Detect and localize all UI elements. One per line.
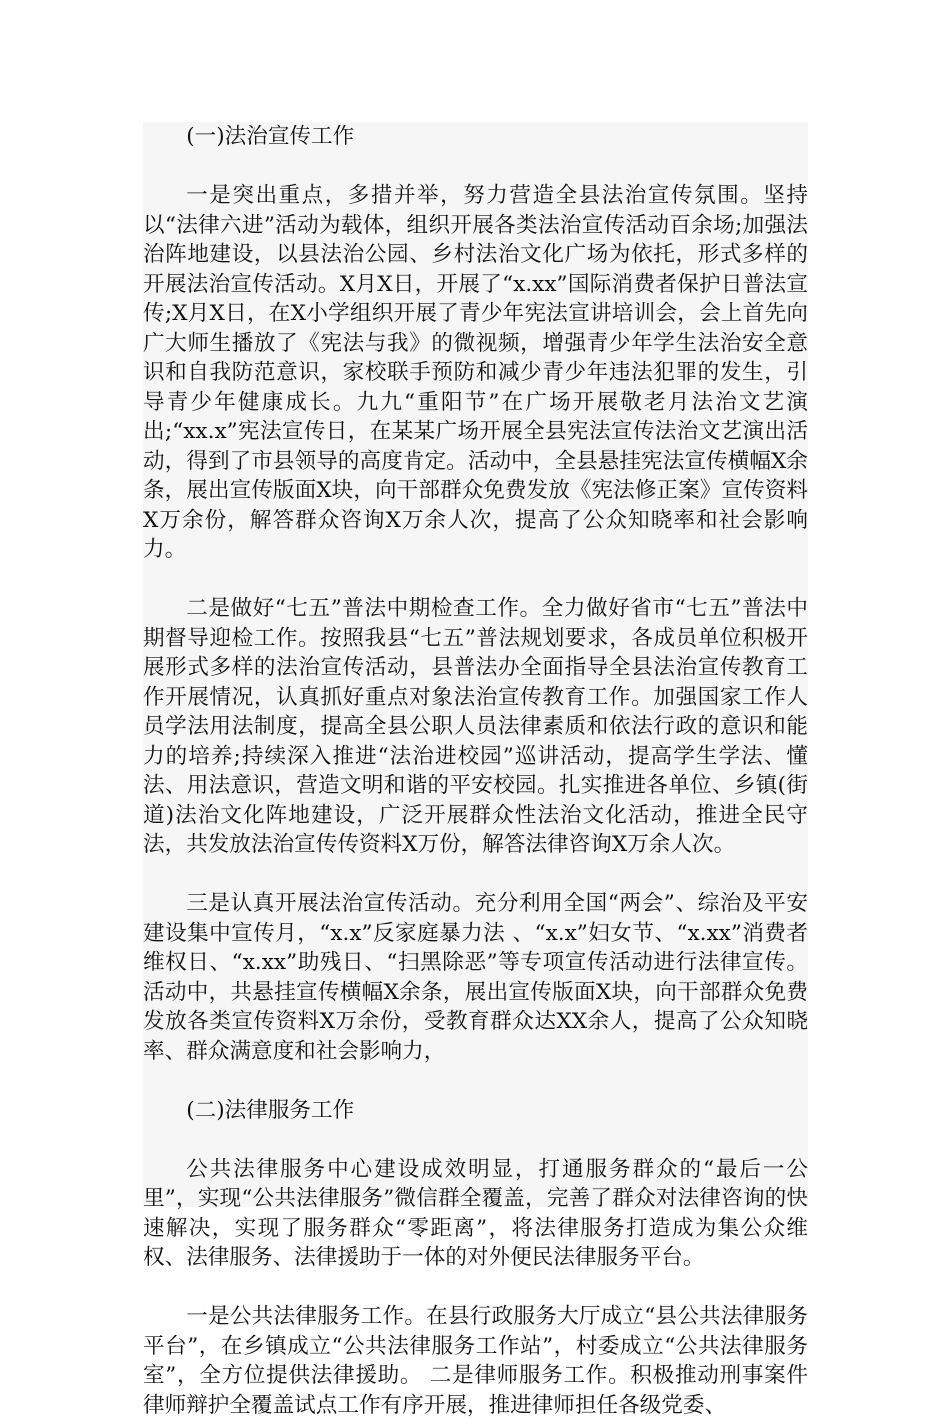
section-heading-legal-publicity: (一)法治宣传工作 xyxy=(186,124,355,149)
paragraph-publicity-2: 二是做好“七五”普法中期检查工作。全力做好省市“七五”普法中期督导迎检工作。按照我县“七五”普法规划要求，各成员单位积极开展形式多样的法治宣传活动，县普法办全面指导全县法治宣传教育工作开展情况，认真抓好重点对象法治宣传教育工作。加强国家工作人员学法用法制度，提高全县公职人员法律素质和依法行政的意识和能力的培养;持续深入推进“法治进校园”巡讲活动，提高学生学法、懂法、用法意识，营造文明和谐的平安校园。扎实推进各单位、乡镇(街道)法治文化阵地建设，广泛开展群众性法治文化活动，推进全民守法，共发放法治宣传传资料X万份，解答法律咨询X万余人次。 xyxy=(143,596,808,857)
paragraph-publicity-1: 一是突出重点，多措并举，努力营造全县法治宣传氛围。坚持以“法律六进”活动为载体，组织开展各类法治宣传活动百余场;加强法治阵地建设，以县法治公园、乡村法治文化广场为依托，形式多样的开展法治宣传活动。X月X日，开展了“x.xx”国际消费者保护日普法宣传;X月X日，在X小学组织开展了青少年宪法宣讲培训会，会上首先向广大师生播放了《宪法与我》的微视频，增强青少年学生法治安全意识和自我防范意识，家校联手预防和减少青少年违法犯罪的发生，引导青少年健康成长。九九“重阳节”在广场开展敬老月法治文艺演出;“xx.x”宪法宣传日，在某某广场开展全县宪法宣传法治文艺演出活动，得到了市县领导的高度肯定。活动中，全县悬挂宪法宣传横幅X余条，展出宣传版面X块，向干部群众免费发放《宪法修正案》宣传资料X万余份，解答群众咨询X万余人次，提高了公众知晓率和社会影响力。 xyxy=(143,183,808,562)
paragraph-spacer xyxy=(143,1273,808,1303)
paragraph-publicity-3: 三是认真开展法治宣传活动。充分利用全国“两会”、综治及平安建设集中宣传月，“x.x”反家庭暴力法 、“x.x”妇女节、“x.xx”消费者维权日、“x.xx”助残日、“扫黑除恶”等专项宣传活动进行法律宣传。活动中，共悬挂宣传横幅X余条，展出宣传版面X块，向干部群众免费发放各类宣传资料X万余份，受教育群众达XX余人，提高了公众知晓率、群众满意度和社会影响力， xyxy=(143,891,808,1064)
document-body xyxy=(143,122,808,1418)
paragraph-spacer xyxy=(143,565,808,595)
paragraph-spacer xyxy=(143,1125,808,1155)
paragraph-services-2: 一是公共法律服务工作。在县行政服务大厅成立“县公共法律服务平台”，在乡镇成立“公共法律服务工作站”，村委成立“公共法律服务室”，全方位提供法律援助。 二是律师服务工作。积极推动刑事案件律师辩护全覆盖试点工作有序开展，推进律师担任各级党委、 xyxy=(143,1304,808,1418)
paragraph-spacer xyxy=(143,152,808,182)
paragraph-spacer xyxy=(143,860,808,890)
paragraph-spacer xyxy=(143,1066,808,1096)
section-heading-legal-services: (二)法律服务工作 xyxy=(186,1097,355,1123)
paragraph-services-1: 公共法律服务中心建设成效明显，打通服务群众的“最后一公里”，实现“公共法律服务”微信群全覆盖，完善了群众对法律咨询的快速解决，实现了服务群众“零距离”，将法律服务打造成为集公众维权、法律服务、法律援助于一体的对外便民法律服务平台。 xyxy=(143,1156,808,1270)
